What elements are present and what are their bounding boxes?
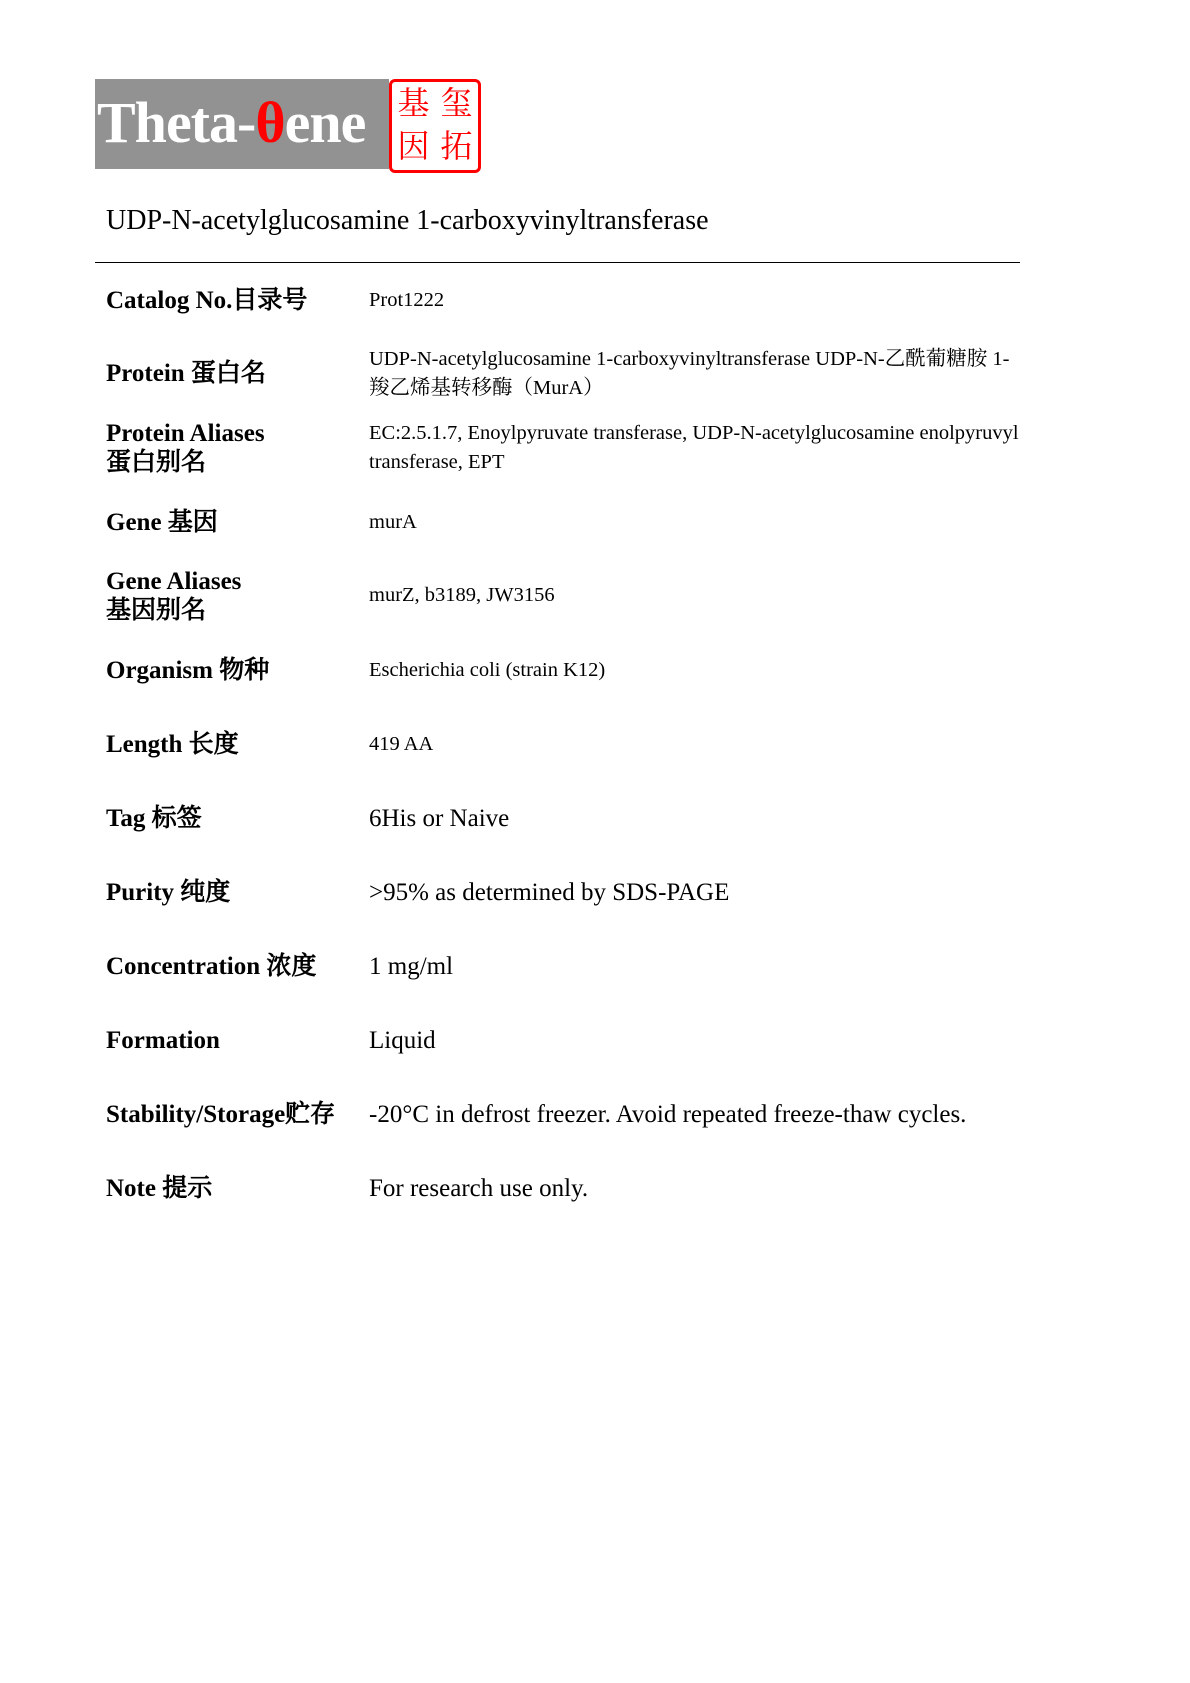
seal-char: 基 xyxy=(397,85,430,121)
row-label: Formation xyxy=(106,1027,220,1054)
row-value: murZ, b3189, JW3156 xyxy=(369,584,555,606)
row-label: Concentration 浓度 xyxy=(106,953,317,980)
row-value: -20°C in defrost freezer. Avoid repeated freeze-thaw cycles. xyxy=(369,1101,967,1128)
logo-prefix: Theta- xyxy=(97,90,256,155)
row-value: UDP-N-acetylglucosamine 1-carboxyvinyltransferase UDP-N-乙酰葡糖胺 1-羧乙烯基转移酶（MurA） xyxy=(369,348,1010,399)
row-value: Prot1222 xyxy=(369,289,445,311)
row-label: Tag 标签 xyxy=(106,805,202,832)
row-label: Protein Aliases 蛋白别名 xyxy=(106,420,265,476)
logo-seal xyxy=(389,79,481,173)
row-value: 6His or Naive xyxy=(369,805,510,832)
row-label: Catalog No.目录号 xyxy=(106,287,308,314)
row-value: EC:2.5.1.7, Enoylpyruvate transferase, UDP-N-acetylglucosamine enolpyruvyl transferase, EPT xyxy=(369,422,1019,473)
seal-char: 拓 xyxy=(440,128,473,164)
row-value: For research use only. xyxy=(369,1175,589,1202)
company-logo xyxy=(95,79,389,169)
row-label: Stability/Storage贮存 xyxy=(106,1101,336,1128)
row-label: Protein 蛋白名 xyxy=(106,360,266,387)
row-value: murA xyxy=(369,511,417,533)
row-label: Purity 纯度 xyxy=(106,879,231,906)
row-value: 419 AA xyxy=(369,733,434,755)
divider xyxy=(95,262,1020,263)
row-label: Length 长度 xyxy=(106,731,239,758)
product-title: UDP-N-acetylglucosamine 1-carboxyvinyltransferase xyxy=(106,205,709,236)
seal-char: 玺 xyxy=(440,85,473,121)
logo-wordmark xyxy=(97,90,366,155)
row-value: 1 mg/ml xyxy=(369,953,454,980)
row-value: >95% as determined by SDS-PAGE xyxy=(369,879,730,906)
row-value: Escherichia coli (strain K12) xyxy=(369,659,606,681)
logo-theta: θ xyxy=(255,90,285,155)
seal-char: 因 xyxy=(397,128,430,164)
logo-suffix: ene xyxy=(284,90,366,155)
row-label: Gene Aliases 基因别名 xyxy=(106,568,242,624)
row-label: Gene 基因 xyxy=(106,509,218,536)
row-label: Note 提示 xyxy=(106,1175,213,1202)
row-label: Organism 物种 xyxy=(106,657,270,684)
row-value: Liquid xyxy=(369,1027,436,1054)
